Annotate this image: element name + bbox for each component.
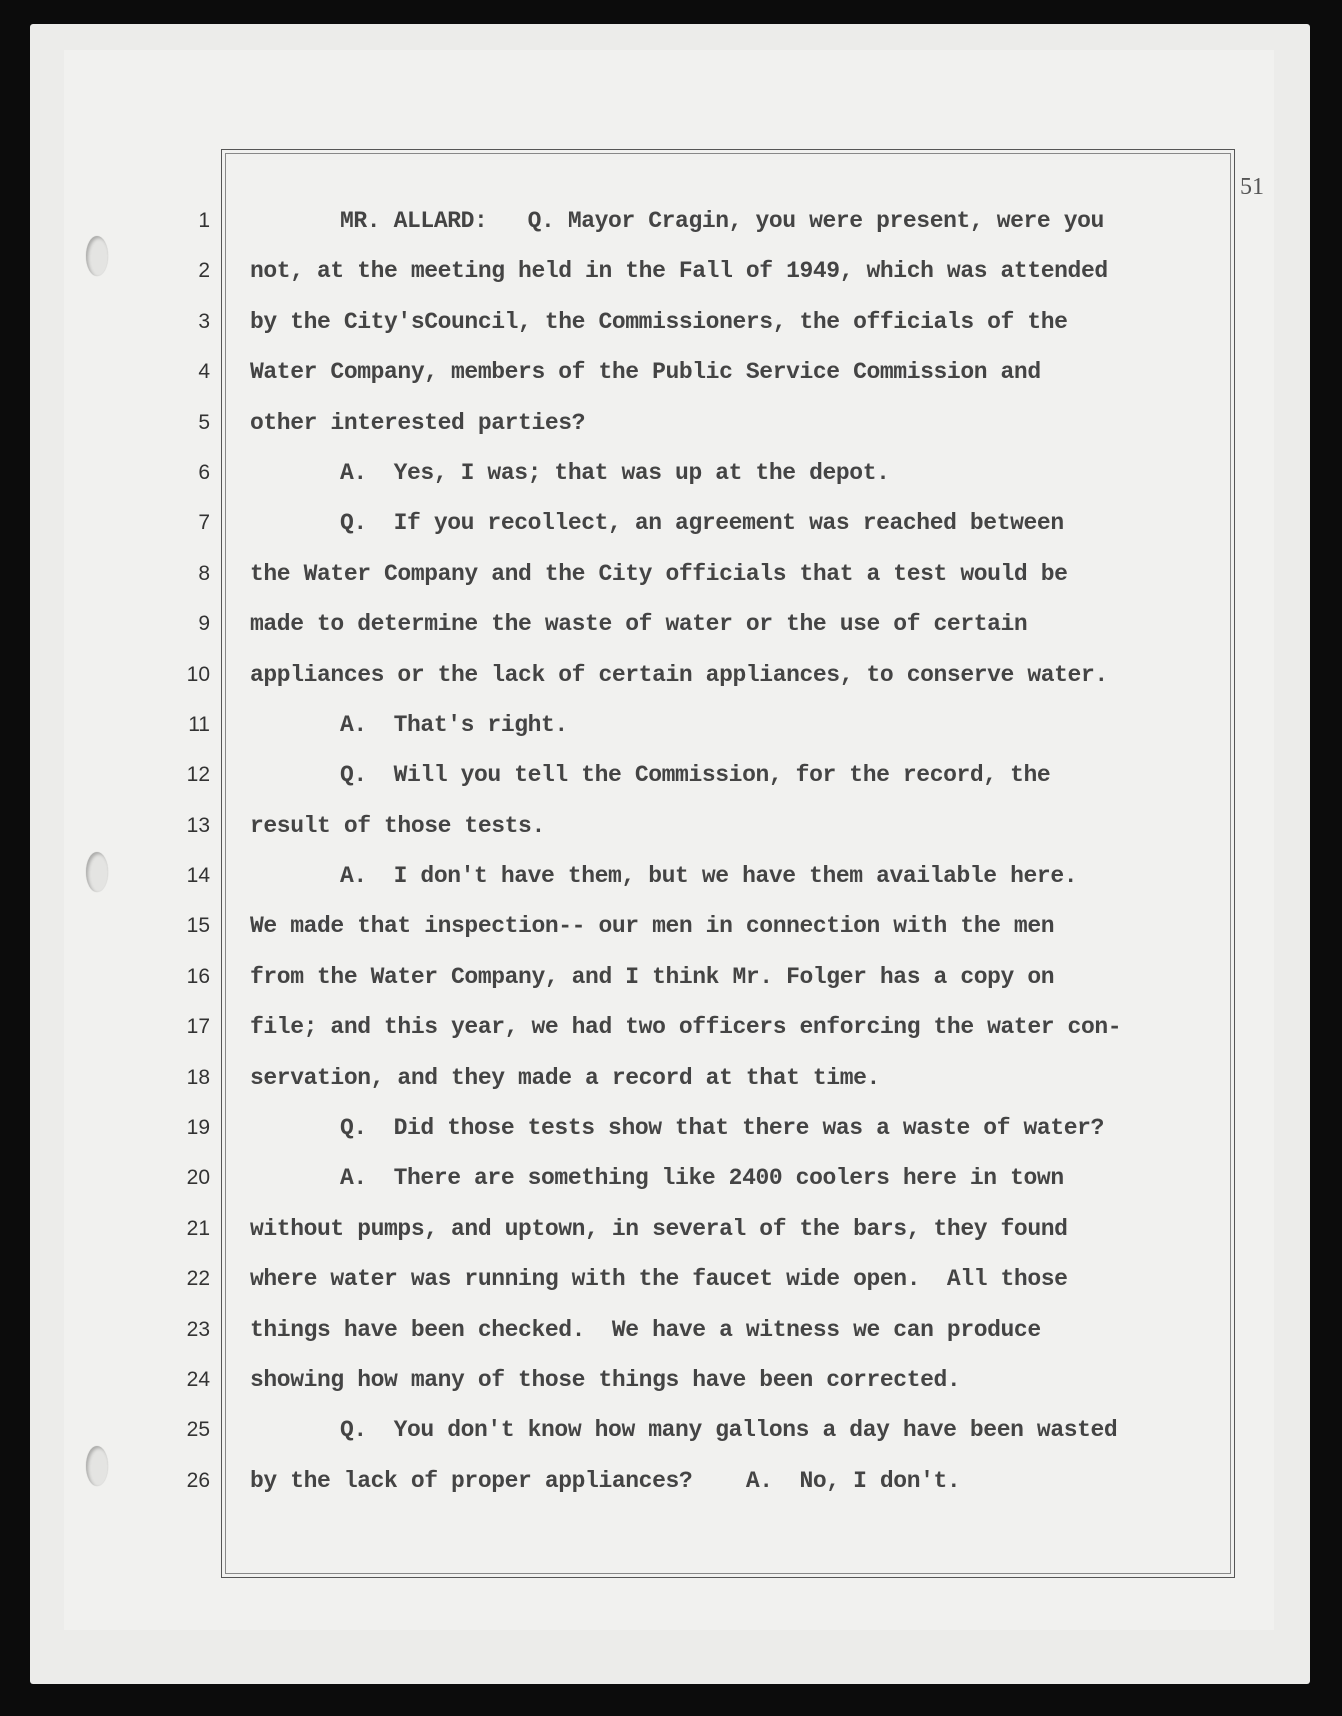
transcript-line: A. There are something like 2400 coolers here in town bbox=[340, 1165, 1064, 1192]
line-number: 23 bbox=[186, 1317, 210, 1341]
transcript-line: Q. You don't know how many gallons a day have been wasted bbox=[340, 1417, 1118, 1444]
line-number: 7 bbox=[198, 511, 210, 535]
page-number: 51 bbox=[1240, 174, 1264, 200]
transcript-line: by the City'sCouncil, the Commissioners, the officials of the bbox=[250, 308, 1068, 335]
line-number: 11 bbox=[188, 712, 210, 736]
binder-hole bbox=[86, 1446, 108, 1486]
line-number: 3 bbox=[198, 309, 210, 333]
transcript-line: MR. ALLARD: Q. Mayor Cragin, you were present, were you bbox=[340, 208, 1104, 234]
line-number: 2 bbox=[198, 259, 210, 283]
transcript-line: A. That's right. bbox=[340, 711, 568, 738]
line-number: 19 bbox=[186, 1116, 210, 1140]
transcript-line: from the Water Company, and I think Mr. Folger has a copy on bbox=[250, 963, 1055, 990]
binder-hole bbox=[86, 852, 108, 892]
binder-hole bbox=[86, 236, 108, 276]
transcript-line: A. Yes, I was; that was up at the depot. bbox=[340, 459, 890, 486]
line-number: 6 bbox=[198, 460, 210, 484]
line-number: 22 bbox=[186, 1267, 210, 1291]
line-number: 20 bbox=[186, 1166, 210, 1190]
line-number: 18 bbox=[186, 1065, 210, 1089]
transcript-line: servation, and they made a record at that time. bbox=[250, 1064, 880, 1091]
transcript-line: not, at the meeting held in the Fall of 1949, which was attended bbox=[250, 258, 1108, 285]
line-number: 1 bbox=[198, 209, 210, 232]
transcript-line: Water Company, members of the Public Service Commission and bbox=[250, 359, 1041, 386]
transcript-line: where water was running with the faucet wide open. All those bbox=[250, 1266, 1068, 1293]
line-number: 14 bbox=[186, 864, 210, 888]
line-number: 17 bbox=[186, 1015, 210, 1039]
transcript-line: made to determine the waste of water or the use of certain bbox=[250, 611, 1028, 638]
line-number: 26 bbox=[186, 1468, 210, 1492]
line-number: 9 bbox=[198, 612, 210, 636]
transcript-line: the Water Company and the City officials that a test would be bbox=[250, 560, 1068, 587]
transcript-line: appliances or the lack of certain appliances, to conserve water. bbox=[250, 661, 1108, 688]
line-number: 13 bbox=[186, 813, 210, 837]
line-number: 4 bbox=[198, 360, 210, 384]
line-number: 24 bbox=[186, 1367, 210, 1391]
transcript-line: We made that inspection-- our men in connection with the men bbox=[250, 913, 1055, 940]
transcript-line: showing how many of those things have been corrected. bbox=[250, 1366, 961, 1393]
transcript-line: result of those tests. bbox=[250, 812, 545, 839]
transcript-line: Q. Will you tell the Commission, for the record, the bbox=[340, 762, 1051, 789]
transcript-line: file; and this year, we had two officers enforcing the water con- bbox=[250, 1014, 1122, 1041]
line-number: 25 bbox=[186, 1418, 210, 1442]
line-number: 15 bbox=[186, 914, 210, 938]
line-number: 21 bbox=[186, 1216, 210, 1240]
transcript-line: by the lack of proper appliances? A. No, I don't. bbox=[250, 1467, 961, 1494]
transcript-body bbox=[250, 202, 1230, 1512]
transcript-line: other interested parties? bbox=[250, 409, 586, 436]
line-number: 16 bbox=[186, 964, 210, 988]
line-number: 5 bbox=[198, 410, 210, 434]
transcript-line: A. I don't have them, but we have them available here. bbox=[340, 863, 1078, 890]
line-number-column bbox=[170, 202, 210, 1512]
transcript-line: things have been checked. We have a witness we can produce bbox=[250, 1316, 1041, 1343]
transcript-line: Q. Did those tests show that there was a waste of water? bbox=[340, 1115, 1104, 1142]
line-number: 8 bbox=[198, 561, 210, 585]
transcript-line: Q. If you recollect, an agreement was reached between bbox=[340, 510, 1064, 537]
line-number: 10 bbox=[186, 662, 210, 686]
transcript-line: without pumps, and uptown, in several of the bars, they found bbox=[250, 1215, 1068, 1242]
line-number: 12 bbox=[186, 763, 210, 787]
